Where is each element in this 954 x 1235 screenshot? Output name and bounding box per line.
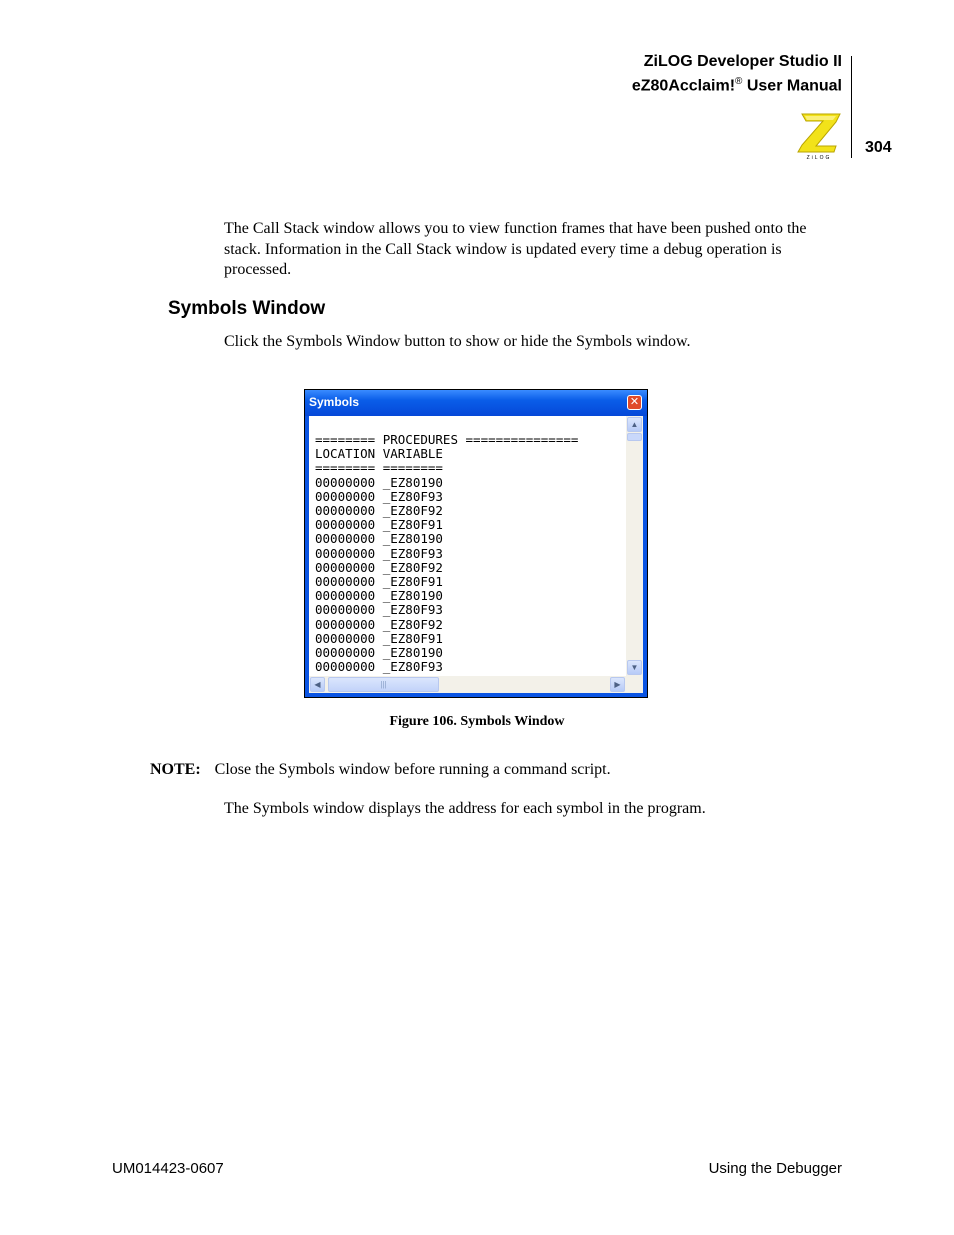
symbol-line: 00000000 _EZ80F92 <box>315 559 443 575</box>
page-number: 304 <box>865 139 892 156</box>
symbol-line: 00000000 _EZ80F93 <box>315 545 443 561</box>
symbol-line: 00000000 _EZ80F91 <box>315 630 443 646</box>
close-button[interactable] <box>627 395 642 410</box>
vertical-scroll-thumb[interactable] <box>627 433 642 441</box>
section-heading: Symbols Window <box>168 298 326 319</box>
scroll-down-icon[interactable]: ▼ <box>627 660 642 675</box>
note <box>150 760 611 781</box>
symbol-line: 00000000 _EZ80F93 <box>315 602 443 618</box>
document-header-title <box>632 52 842 96</box>
footer-document-id: UM014423-0607 <box>112 1160 224 1177</box>
zilog-logo <box>796 112 842 160</box>
symbol-line: 00000000 _EZ80F92 <box>315 503 443 519</box>
closing-paragraph: The Symbols window displays the address for each symbol in the program. <box>224 800 706 817</box>
window-titlebar[interactable] <box>305 390 647 416</box>
symbols-listing <box>315 433 578 674</box>
symbol-line: 00000000 _EZ80190 <box>315 474 443 490</box>
note-text: Close the Symbols window before running a command script. <box>214 761 611 778</box>
symbol-line: ======== ======== <box>315 460 443 476</box>
vertical-scrollbar[interactable] <box>626 416 643 676</box>
figure-caption: Figure 106. Symbols Window <box>389 714 565 729</box>
scroll-up-icon[interactable]: ▲ <box>627 417 642 432</box>
scroll-right-icon[interactable]: ▶ <box>610 677 625 692</box>
symbol-line: 00000000 _EZ80F91 <box>315 574 443 590</box>
window-title: Symbols <box>309 395 360 409</box>
footer-section-name: Using the Debugger <box>708 1160 842 1177</box>
horizontal-scroll-thumb[interactable]: ||| <box>328 677 439 692</box>
symbols-list-area[interactable] <box>309 416 643 693</box>
symbol-line: 00000000 _EZ80F93 <box>315 488 443 504</box>
symbol-line: 00000000 _EZ80F92 <box>315 616 443 632</box>
symbol-line: 00000000 _EZ80F91 <box>315 517 443 533</box>
header-line-2: eZ80Acclaim!® User Manual <box>631 76 842 95</box>
scroll-left-icon[interactable]: ◀ <box>310 677 325 692</box>
symbols-window <box>304 389 648 698</box>
note-label: NOTE: <box>150 761 201 778</box>
intro-paragraph: The Call Stack window allows you to view function frames that have been pushed onto the stack. Information in the Call Stack window is updated every time a debug operation is processed. <box>224 220 807 278</box>
close-icon: ✕ <box>629 396 640 408</box>
symbol-line: ======== PROCEDURES =============== <box>315 432 579 447</box>
section-paragraph: Click the Symbols Window button to show or hide the Symbols window. <box>224 333 691 350</box>
symbol-line: 00000000 _EZ80190 <box>315 588 443 604</box>
symbol-line: 00000000 _EZ80190 <box>315 531 443 547</box>
svg-text:ZiLOG: ZiLOG <box>806 155 832 160</box>
horizontal-scrollbar[interactable] <box>309 676 643 693</box>
symbol-line: 00000000 _EZ80F93 <box>315 659 443 675</box>
header-line-1: ZiLOG Developer Studio II <box>643 53 842 70</box>
symbol-line: 00000000 _EZ80190 <box>315 645 443 661</box>
header-divider <box>851 56 852 158</box>
symbol-line: LOCATION VARIABLE <box>315 446 443 462</box>
